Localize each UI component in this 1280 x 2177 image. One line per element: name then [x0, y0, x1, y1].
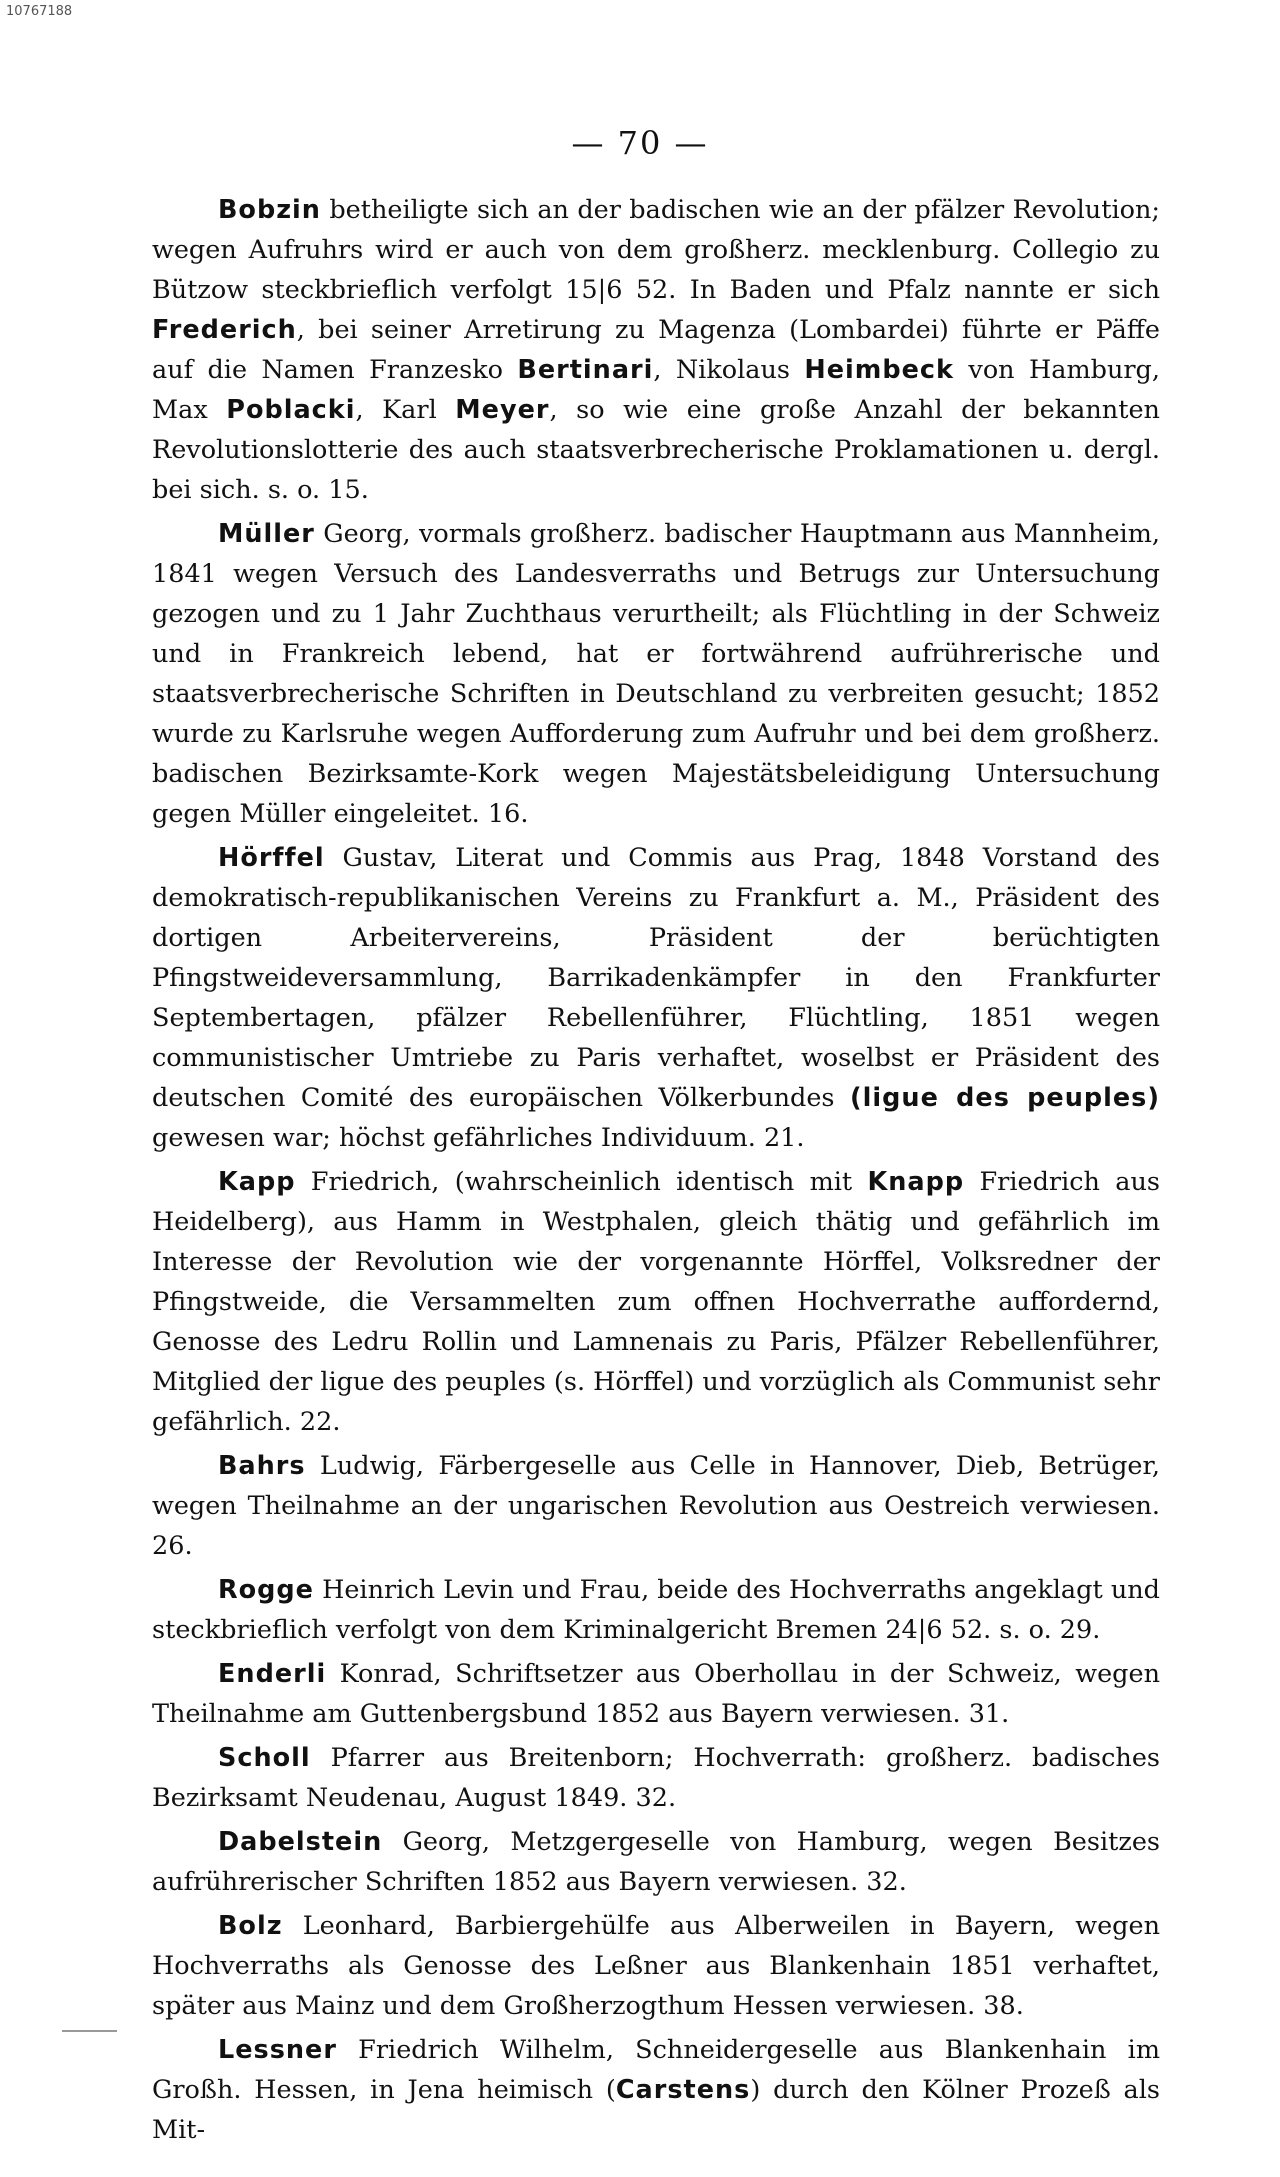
alias-name: Meyer — [455, 395, 550, 425]
entry-text: Georg, vormals großherz. badischer Hauptmann aus Mannheim, 1841 wegen Versuch des Landesverraths und Betrugs zur Untersuchung gezogen und zu 1 Jahr Zuchthaus verurtheilt; als Flüchtling in der Schweiz und in Frankreich lebend, hat er fortwährend aufrührerische und staatsverbrecherische Schriften in Deutschland zu verbreiten gesucht; 1852 wurde zu Karlsruhe wegen Aufforderung zum Aufruhr und bei dem großherz. badischen Bezirksamte-Kork wegen Majestätsbeleidigung Untersuchung gegen Müller eingeleitet. 16. — [152, 519, 1160, 829]
register-entry — [152, 1446, 1160, 1566]
entry-text: Friedrich, (wahrscheinlich identisch mit — [295, 1167, 868, 1197]
entry-name: Bahrs — [218, 1451, 306, 1481]
margin-mark — [62, 2030, 117, 2032]
entry-name: Kapp — [218, 1167, 296, 1197]
page-number: — 70 — — [571, 124, 709, 162]
entry-text: Konrad, Schriftsetzer aus Oberhollau in der Schweiz, wegen Theilnahme am Guttenbergsbund 1852 aus Bayern verwiesen. 31. — [152, 1659, 1160, 1729]
entry-text: Leonhard, Barbiergehülfe aus Alberweilen in Bayern, wegen Hochverraths als Genosse des Leßner aus Blankenhain 1851 verhaftet, später aus Mainz und dem Großherzogthum Hessen verwiesen. 38. — [152, 1911, 1160, 2021]
entry-text: Georg, Metzgergeselle von Hamburg, wegen Besitzes aufrührerischer Schriften 1852 aus Bayern verwiesen. 32. — [152, 1827, 1160, 1897]
alias-name: Carstens — [615, 2075, 751, 2105]
entry-name: Lessner — [218, 2035, 337, 2065]
register-entry — [152, 2030, 1160, 2150]
register-entry — [152, 1738, 1160, 1818]
register-entry — [152, 514, 1160, 834]
register-entry — [152, 190, 1160, 510]
entry-name: Bolz — [218, 1911, 283, 1941]
entry-name: Bobzin — [218, 195, 321, 225]
register-entry — [152, 1162, 1160, 1442]
alias-name: Bertinari — [517, 355, 654, 385]
entry-text: gewesen war; höchst gefährliches Individuum. 21. — [152, 1123, 805, 1153]
alias-name: Frederich — [152, 315, 297, 345]
entry-name: Scholl — [218, 1743, 311, 1773]
register-entry — [152, 1906, 1160, 2026]
entry-text: , Nikolaus — [653, 355, 805, 385]
entry-text: ) durch den Kölner Prozeß als Mit- — [152, 2075, 1160, 2145]
entry-name: Dabelstein — [218, 1827, 383, 1857]
alias-name: (ligue des peuples) — [850, 1083, 1160, 1113]
entry-text: Friedrich aus Heidelberg), aus Hamm in Westphalen, gleich thätig und gefährlich im Interesse der Revolution wie der vorgenannte Hörffel, Volksredner der Pfingstweide, die Versammelten zum offnen Hochverrathe auffordernd, Genosse des Ledru Rollin und Lamnenais zu Paris, Pfälzer Rebellenführer, Mitglied der ligue des peuples (s. Hörffel) und vorzüglich als Communist sehr gefährlich. 22. — [152, 1167, 1160, 1437]
alias-name: Knapp — [867, 1167, 965, 1197]
register-entries — [152, 190, 1160, 2154]
register-entry — [152, 1654, 1160, 1734]
entry-text: , Karl — [355, 395, 456, 425]
entry-text: Pfarrer aus Breitenborn; Hochverrath: großherz. badisches Bezirksamt Neudenau, August 1849. 32. — [152, 1743, 1160, 1813]
entry-text: Friedrich Wilhelm, Schneidergeselle aus Blankenhain im Großh. Hessen, in Jena heimisch ( — [152, 2035, 1160, 2105]
entry-text: Ludwig, Färbergeselle aus Celle in Hannover, Dieb, Betrüger, wegen Theilnahme an der ungarischen Revolution aus Oestreich verwiesen. 26. — [152, 1451, 1160, 1561]
register-entry — [152, 1570, 1160, 1650]
catalog-number: 10767188 — [6, 4, 73, 19]
register-entry — [152, 1822, 1160, 1902]
alias-name: Heimbeck — [804, 355, 954, 385]
entry-text: Gustav, Literat und Commis aus Prag, 1848 Vorstand des demokratisch-republikanischen Vereins zu Frankfurt a. M., Präsident des dortigen Arbeitervereins, Präsident der berüchtigten Pfingstweideversammlung, Barrikadenkämpfer in den Frankfurter Septembertagen, pfälzer Rebellenführer, Flüchtling, 1851 wegen communistischer Umtriebe zu Paris verhaftet, woselbst er Präsident des deutschen Comité des europäischen Völkerbundes — [152, 843, 1160, 1113]
entry-name: Müller — [218, 519, 315, 549]
alias-name: Poblacki — [226, 395, 356, 425]
entry-name: Hörffel — [218, 843, 325, 873]
entry-text: von Hamburg, Max — [152, 355, 1160, 425]
entry-text: , so wie eine große Anzahl der bekannten Revolutionslotterie des auch staatsverbrecherische Proklamationen u. dergl. bei sich. s. o. 15. — [152, 395, 1160, 505]
entry-text: , bei seiner Arretirung zu Magenza (Lombardei) führte er Päffe auf die Namen Franzesko — [152, 315, 1160, 385]
entry-text: Heinrich Levin und Frau, beide des Hochverraths angeklagt und steckbrieflich verfolgt von dem Kriminalgericht Bremen 24|6 52. s. o. 29. — [152, 1575, 1160, 1645]
entry-text: betheiligte sich an der badischen wie an der pfälzer Revolution; wegen Aufruhrs wird er auch von dem großherz. mecklenburg. Collegio zu Bützow steckbrieflich verfolgt 15|6 52. In Baden und Pfalz nannte er sich — [152, 195, 1160, 305]
register-entry — [152, 838, 1160, 1158]
entry-name: Rogge — [218, 1575, 314, 1605]
entry-name: Enderli — [218, 1659, 327, 1689]
